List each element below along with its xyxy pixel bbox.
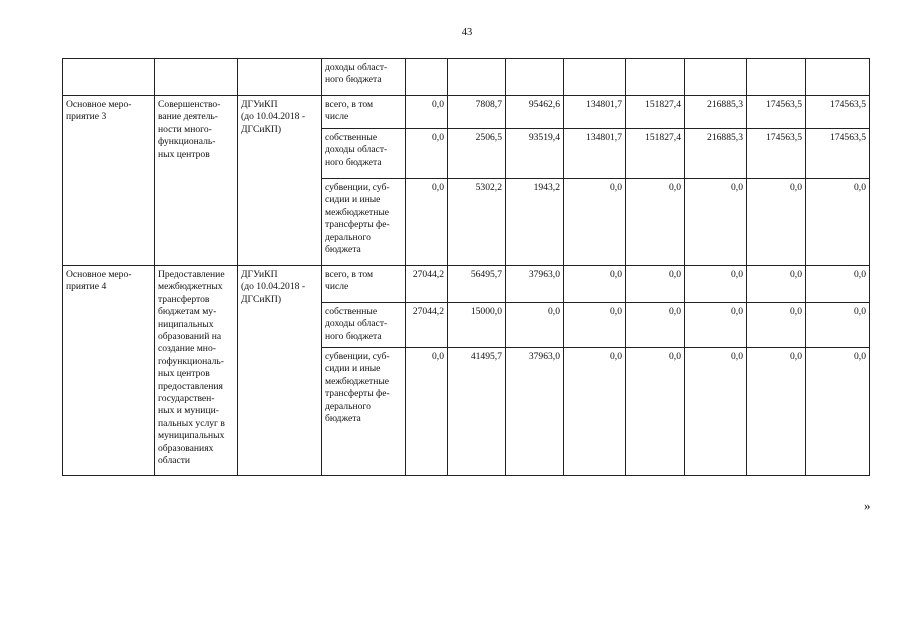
amount-cell: 216885,3 — [685, 96, 747, 129]
amount-cell: 0,0 — [564, 266, 626, 303]
funding-source-cell: доходы област- ного бюджета — [322, 59, 406, 96]
amount-cell — [747, 59, 806, 96]
amount-cell: 0,0 — [564, 303, 626, 348]
funding-source-cell: собственные доходы област- ного бюджета — [322, 129, 406, 179]
closing-quote-mark: » — [864, 498, 871, 513]
budget-table — [62, 58, 870, 476]
amount-cell — [806, 59, 870, 96]
executor-cell: ДГУиКП (до 10.04.2018 - ДГСиКП) — [238, 96, 322, 266]
measure-cell: Основное меро- приятие 3 — [63, 96, 155, 266]
amount-cell: 15000,0 — [448, 303, 506, 348]
amount-cell: 0,0 — [685, 348, 747, 476]
amount-cell: 134801,7 — [564, 129, 626, 179]
amount-cell: 0,0 — [806, 179, 870, 266]
amount-cell: 41495,7 — [448, 348, 506, 476]
page-number: 43 — [461, 27, 473, 38]
measure-cell: Основное меро- приятие 4 — [63, 266, 155, 476]
amount-cell: 93519,4 — [506, 129, 564, 179]
amount-cell — [685, 59, 747, 96]
amount-cell: 151827,4 — [626, 96, 685, 129]
table-row — [63, 266, 870, 303]
funding-source-cell: собственные доходы област- ного бюджета — [322, 303, 406, 348]
amount-cell: 0,0 — [626, 179, 685, 266]
amount-cell — [506, 59, 564, 96]
amount-cell: 0,0 — [806, 348, 870, 476]
amount-cell: 151827,4 — [626, 129, 685, 179]
amount-cell: 0,0 — [506, 303, 564, 348]
executor-cell: ДГУиКП (до 10.04.2018 - ДГСиКП) — [238, 266, 322, 476]
amount-cell: 2506,5 — [448, 129, 506, 179]
amount-cell: 37963,0 — [506, 348, 564, 476]
amount-cell: 0,0 — [406, 179, 448, 266]
amount-cell: 0,0 — [747, 303, 806, 348]
table-row — [63, 59, 870, 96]
amount-cell: 1943,2 — [506, 179, 564, 266]
funding-source-cell: субвенции, суб- сидии и иные межбюджетные трансферты фе- дерального бюджета — [322, 348, 406, 476]
amount-cell — [564, 59, 626, 96]
amount-cell: 174563,5 — [806, 129, 870, 179]
funding-source-cell: субвенции, суб- сидии и иные межбюджетные трансферты фе- дерального бюджета — [322, 179, 406, 266]
amount-cell: 27044,2 — [406, 266, 448, 303]
amount-cell: 0,0 — [406, 96, 448, 129]
amount-cell: 0,0 — [747, 179, 806, 266]
description-cell: Совершенство- вание деятель- ности много- функциональ- ных центров — [155, 96, 238, 266]
executor-cell — [238, 59, 322, 96]
table-row — [63, 96, 870, 129]
amount-cell: 56495,7 — [448, 266, 506, 303]
amount-cell: 0,0 — [747, 348, 806, 476]
amount-cell — [448, 59, 506, 96]
amount-cell: 174563,5 — [747, 96, 806, 129]
funding-source-cell: всего, в том числе — [322, 266, 406, 303]
amount-cell: 27044,2 — [406, 303, 448, 348]
amount-cell: 5302,2 — [448, 179, 506, 266]
amount-cell: 0,0 — [626, 303, 685, 348]
funding-source-cell: всего, в том числе — [322, 96, 406, 129]
amount-cell: 0,0 — [626, 266, 685, 303]
amount-cell: 37963,0 — [506, 266, 564, 303]
amount-cell: 0,0 — [806, 266, 870, 303]
amount-cell: 174563,5 — [747, 129, 806, 179]
amount-cell: 0,0 — [747, 266, 806, 303]
amount-cell: 0,0 — [685, 303, 747, 348]
amount-cell: 216885,3 — [685, 129, 747, 179]
amount-cell: 0,0 — [626, 348, 685, 476]
measure-cell — [63, 59, 155, 96]
amount-cell: 0,0 — [564, 179, 626, 266]
amount-cell — [406, 59, 448, 96]
amount-cell: 174563,5 — [806, 96, 870, 129]
description-cell — [155, 59, 238, 96]
amount-cell — [626, 59, 685, 96]
description-cell: Предоставление межбюджетных трансфертов бюджетам му- ниципальных образований на создание мно- гофункциональ- ных центров предоставления государствен- ных и муници- пальных услуг в муниципальных образованиях области — [155, 266, 238, 476]
amount-cell: 0,0 — [685, 179, 747, 266]
amount-cell: 0,0 — [406, 129, 448, 179]
amount-cell: 95462,6 — [506, 96, 564, 129]
amount-cell: 0,0 — [806, 303, 870, 348]
amount-cell: 7808,7 — [448, 96, 506, 129]
amount-cell: 0,0 — [406, 348, 448, 476]
amount-cell: 0,0 — [564, 348, 626, 476]
amount-cell: 134801,7 — [564, 96, 626, 129]
amount-cell: 0,0 — [685, 266, 747, 303]
